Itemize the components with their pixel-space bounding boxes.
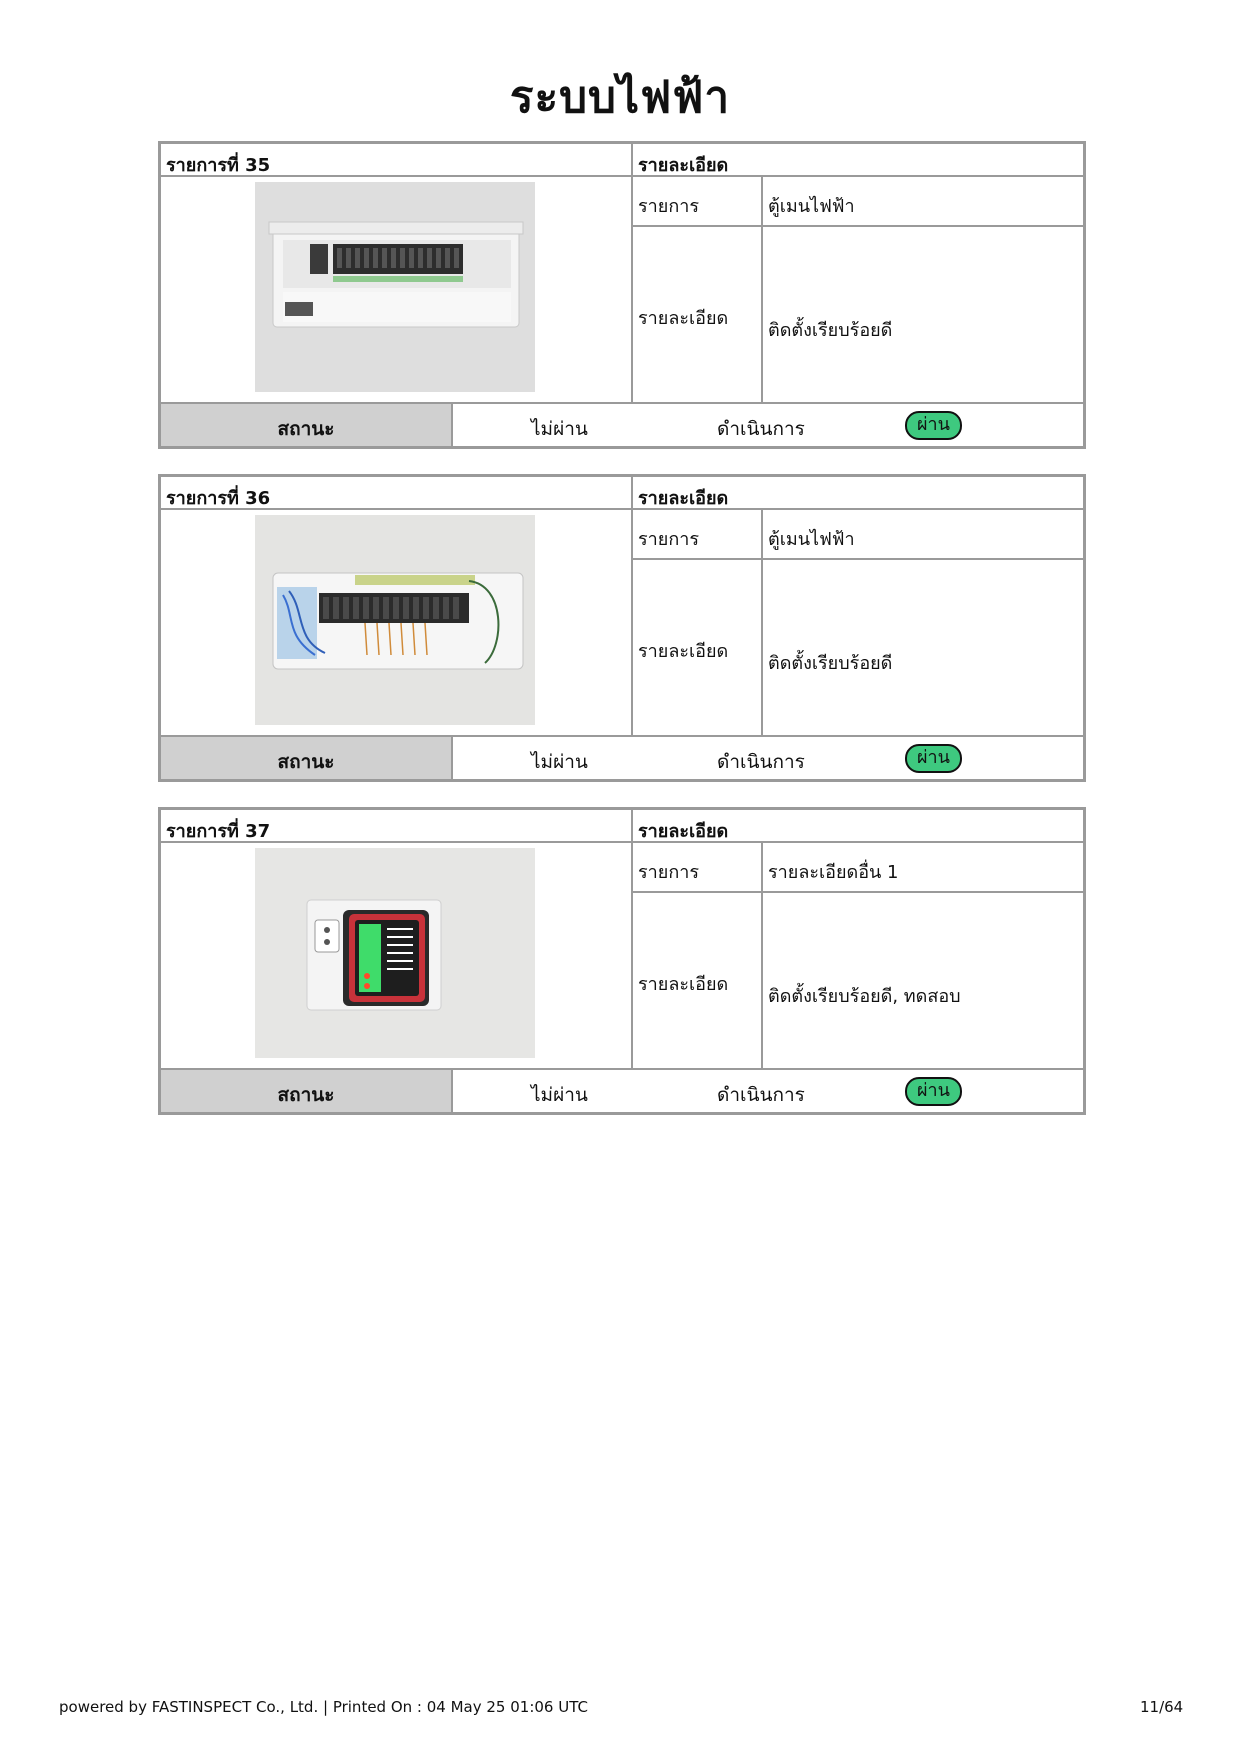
- details-heading: รายละเอียด: [638, 155, 729, 176]
- page-title: ระบบไฟฟ้า: [509, 72, 731, 123]
- detail-value: ติดตั้งเรียบร้อยดี: [768, 320, 893, 341]
- details-header: [633, 144, 1083, 177]
- detail-value: ติดตั้งเรียบร้อยดี, ทดสอบ: [768, 986, 961, 1007]
- status-option-pass-selected[interactable]: ผ่าน: [905, 1077, 962, 1106]
- item-number: รายการที่ 37: [166, 821, 271, 842]
- inspection-card: [158, 807, 1086, 1115]
- item-label: รายการ: [638, 196, 699, 217]
- item-number-header: [161, 144, 633, 177]
- item-value-cell: [763, 843, 1083, 893]
- status-label-cell: [161, 404, 453, 446]
- detail-label: รายละเอียด: [638, 641, 729, 662]
- detail-value-cell: [763, 893, 1083, 1070]
- details-header: [633, 810, 1083, 843]
- item-label-cell: [633, 843, 763, 893]
- photo-cell: [161, 177, 633, 404]
- detail-value-cell: [763, 560, 1083, 737]
- photo-cell: [161, 843, 633, 1070]
- status-option-fail[interactable]: ไม่ผ่าน: [531, 418, 588, 440]
- item-value: ตู้เมนไฟฟ้า: [768, 196, 855, 217]
- item-number-header: [161, 810, 633, 843]
- inspection-card: [158, 141, 1086, 449]
- item-value-cell: [763, 510, 1083, 560]
- status-options: [453, 1070, 1083, 1112]
- item-label: รายการ: [638, 862, 699, 883]
- item-label: รายการ: [638, 529, 699, 550]
- status-label-cell: [161, 737, 453, 779]
- photo-cell: [161, 510, 633, 737]
- item-label-cell: [633, 510, 763, 560]
- status-option-in-progress[interactable]: ดำเนินการ: [717, 751, 805, 773]
- inspection-card: [158, 474, 1086, 782]
- status-label: สถานะ: [277, 751, 335, 773]
- status-option-fail[interactable]: ไม่ผ่าน: [531, 751, 588, 773]
- detail-label-cell: [633, 227, 763, 404]
- status-option-in-progress[interactable]: ดำเนินการ: [717, 418, 805, 440]
- status-label-cell: [161, 1070, 453, 1112]
- status-option-pass-selected[interactable]: ผ่าน: [905, 411, 962, 440]
- detail-value: ติดตั้งเรียบร้อยดี: [768, 653, 893, 674]
- detail-label-cell: [633, 560, 763, 737]
- detail-label: รายละเอียด: [638, 974, 729, 995]
- item-value-cell: [763, 177, 1083, 227]
- item-value: รายละเอียดอื่น 1: [768, 862, 899, 883]
- inspection-photo[interactable]: [255, 848, 535, 1058]
- inspection-photo[interactable]: [255, 515, 535, 725]
- item-number: รายการที่ 36: [166, 488, 271, 509]
- status-option-pass-selected[interactable]: ผ่าน: [905, 744, 962, 773]
- status-label: สถานะ: [277, 418, 335, 440]
- status-options: [453, 737, 1083, 779]
- details-heading: รายละเอียด: [638, 488, 729, 509]
- item-value: ตู้เมนไฟฟ้า: [768, 529, 855, 550]
- open-electrical-panel-photo: [255, 515, 535, 725]
- status-options: [453, 404, 1083, 446]
- status-option-in-progress[interactable]: ดำเนินการ: [717, 1084, 805, 1106]
- item-label-cell: [633, 177, 763, 227]
- status-label: สถานะ: [277, 1084, 335, 1106]
- detail-value-cell: [763, 227, 1083, 404]
- closed-electrical-panel-photo: [255, 182, 535, 392]
- item-number: รายการที่ 35: [166, 155, 271, 176]
- socket-tester-photo: [255, 848, 535, 1058]
- detail-label: รายละเอียด: [638, 308, 729, 329]
- item-number-header: [161, 477, 633, 510]
- inspection-photo[interactable]: [255, 182, 535, 392]
- status-option-fail[interactable]: ไม่ผ่าน: [531, 1084, 588, 1106]
- details-header: [633, 477, 1083, 510]
- footer-credit: powered by FASTINSPECT Co., Ltd. | Printed On : 04 May 25 01:06 UTC: [59, 1698, 588, 1716]
- detail-label-cell: [633, 893, 763, 1070]
- details-heading: รายละเอียด: [638, 821, 729, 842]
- page-number: 11/64: [1140, 1698, 1184, 1716]
